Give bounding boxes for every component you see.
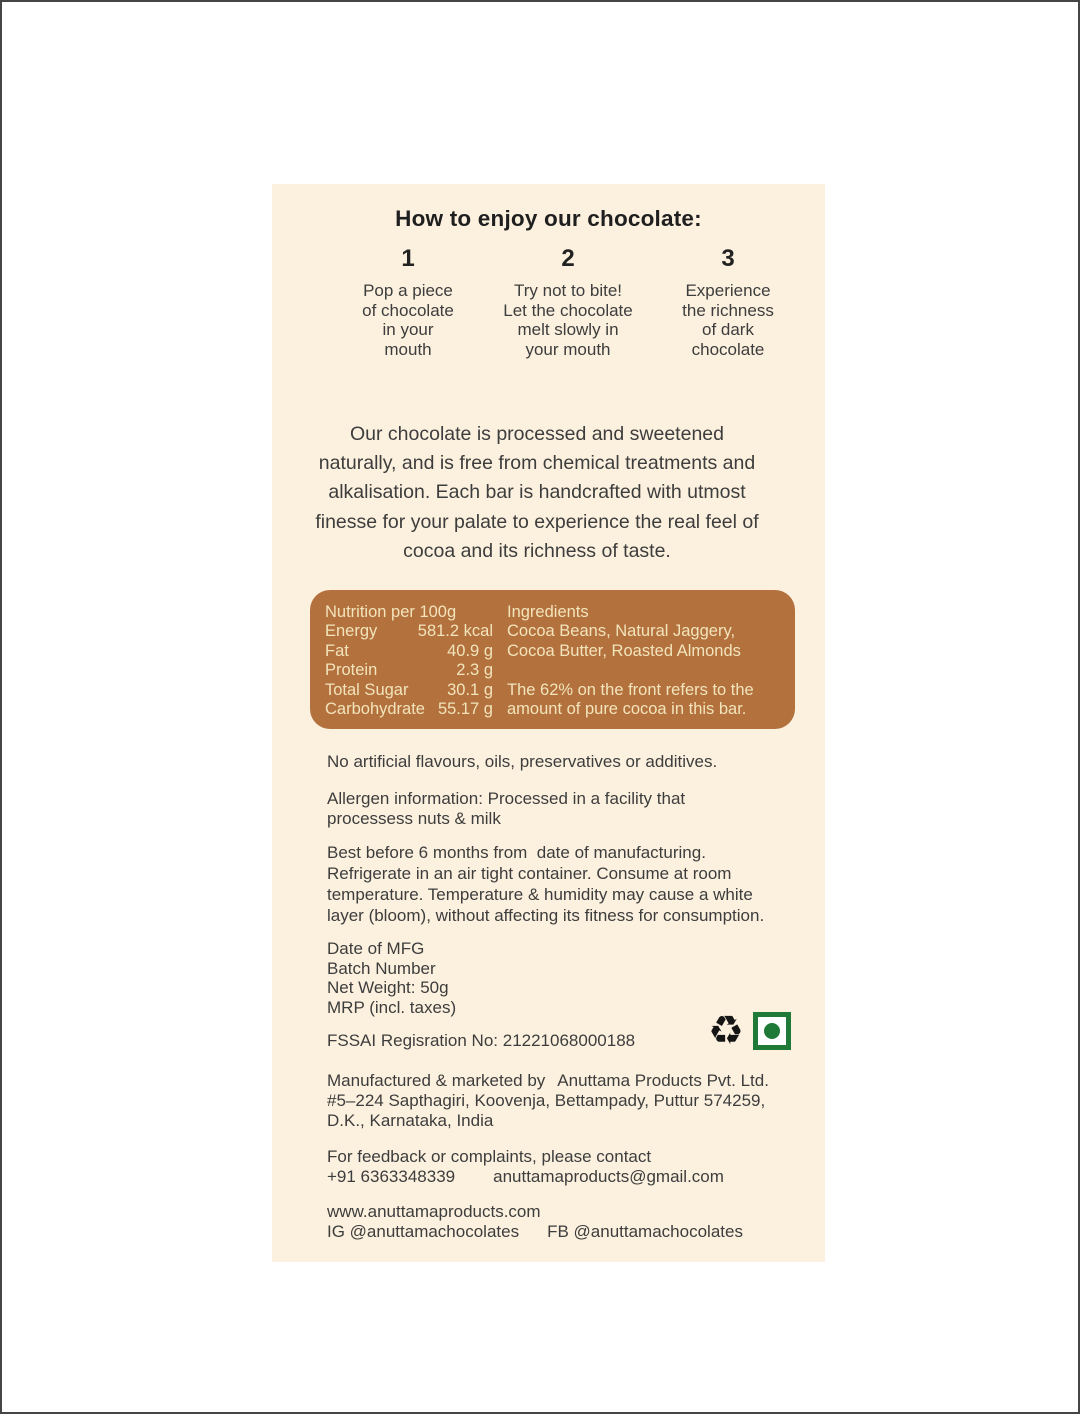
step-2	[488, 245, 648, 359]
step-3	[648, 245, 808, 359]
ingredients-spacer	[507, 661, 775, 680]
social-line	[327, 1222, 743, 1242]
step-3-text: Experience	[685, 281, 771, 300]
feedback-line: For feedback or complaints, please contact	[327, 1147, 652, 1166]
step-2-text: Let the chocolate	[503, 300, 633, 320]
web-and-social	[327, 1202, 743, 1242]
storage-line: temperature. Temperature & humidity may cause a white	[327, 885, 753, 904]
step-1	[328, 245, 488, 359]
nutrition-title: Nutrition per 100g	[325, 603, 457, 621]
intro-line: finesse for your palate to experience the real feel of	[315, 510, 759, 533]
step-1-number: 1	[401, 245, 415, 272]
nutrition-panel-columns	[325, 603, 775, 719]
step-1-text: in your	[382, 320, 434, 339]
ingredients-line: Cocoa Beans, Natural Jaggery,	[507, 622, 736, 641]
instagram-handle: IG @anuttamachocolates	[327, 1222, 520, 1241]
note-line: No artificial flavours, oils, preservatives or additives.	[327, 752, 718, 771]
storage-line: Best before 6 months from date of manufacturing.	[327, 843, 706, 862]
field-mrp: MRP (incl. taxes)	[327, 997, 457, 1017]
intro-paragraph	[272, 420, 802, 566]
nutrition-row	[325, 622, 493, 641]
nutrition-label: Protein	[325, 661, 378, 680]
step-2-text: Try not to bite!	[513, 281, 623, 300]
field-net-weight: Net Weight: 50g	[327, 978, 449, 997]
nutrition-value: 30.1 g	[447, 680, 493, 699]
storage-line: Refrigerate in an air tight container. Consume at room	[327, 864, 732, 883]
cocoa-note-line: amount of pure cocoa in this bar.	[507, 700, 747, 719]
allergen-info	[327, 789, 685, 829]
nutrition-row	[325, 642, 493, 661]
how-to-steps	[328, 245, 808, 359]
veg-mark-dot	[764, 1023, 780, 1039]
ingredients-line: Cocoa Butter, Roasted Almonds	[507, 641, 741, 660]
product-fields	[327, 939, 456, 1017]
feedback-contact	[327, 1147, 724, 1187]
manufacturer-info	[327, 1071, 769, 1131]
nutrition-label: Total Sugar	[325, 680, 409, 699]
step-3-text: chocolate	[691, 339, 765, 359]
manufacturer-label: Manufactured & marketed by	[327, 1071, 546, 1090]
website-url: www.anuttamaproducts.com	[327, 1202, 541, 1221]
intro-line: Our chocolate is processed and sweetened	[350, 423, 724, 445]
storage-line: layer (bloom), without affecting its fitness for consumption.	[327, 906, 765, 925]
storage-instructions	[327, 842, 764, 926]
step-2-number: 2	[561, 245, 575, 272]
intro-line: naturally, and is free from chemical treatments and	[318, 452, 756, 475]
facebook-handle: FB @anuttamachocolates	[547, 1222, 743, 1241]
veg-mark-icon	[753, 1012, 791, 1050]
manufacturer-address: D.K., Karnataka, India	[327, 1111, 494, 1130]
manufacturer-address: #5–224 Sapthagiri, Koovenja, Bettampady, Puttur 574259,	[327, 1091, 766, 1110]
nutrition-label: Energy	[325, 622, 378, 641]
ingredients-column	[507, 603, 775, 719]
step-1-text: Pop a piece	[363, 281, 453, 300]
manufacturer-company: Anuttama Products Pvt. Ltd.	[557, 1071, 769, 1090]
nutrition-row	[325, 661, 493, 680]
email-address: anuttamaproducts@gmail.com	[493, 1167, 724, 1186]
ingredients-title: Ingredients	[507, 603, 589, 621]
nutrition-panel	[310, 590, 795, 729]
nutrition-row	[325, 681, 493, 700]
nutrition-value: 55.17 g	[437, 700, 493, 719]
step-2-text: your mouth	[525, 339, 611, 359]
fssai-line: FSSAI Regisration No: 21221068000188	[327, 1031, 636, 1050]
fssai-registration	[327, 1031, 635, 1051]
field-batch-number: Batch Number	[327, 958, 436, 978]
recycle-icon: ♻	[708, 1009, 744, 1053]
step-3-text: the richness	[682, 300, 774, 320]
no-artificial-note	[327, 752, 717, 772]
allergen-line: Allergen information: Processed in a facility that	[327, 789, 686, 808]
certification-icons	[708, 1011, 791, 1051]
nutrition-label: Carbohydrate	[325, 700, 425, 719]
phone-number: +91 6363348339	[327, 1167, 456, 1186]
manufacturer-line	[327, 1071, 769, 1091]
nutrition-label: Fat	[325, 641, 349, 660]
nutrition-value: 40.9 g	[447, 641, 493, 660]
step-3-text: of dark	[702, 320, 754, 339]
allergen-line: processess nuts & milk	[327, 809, 501, 828]
how-to-title: How to enjoy our chocolate:	[395, 206, 702, 231]
step-3-number: 3	[721, 245, 735, 272]
step-2-text: melt slowly in	[517, 320, 619, 339]
nutrition-value: 2.3 g	[456, 661, 493, 680]
nutrition-column	[325, 603, 493, 719]
nutrition-row	[325, 700, 493, 719]
intro-line: alkalisation. Each bar is handcrafted with utmost	[328, 481, 746, 504]
intro-line: cocoa and its richness of taste.	[403, 539, 671, 562]
contact-line	[327, 1167, 724, 1187]
field-date-of-mfg: Date of MFG	[327, 939, 425, 958]
step-1-text: of chocolate	[362, 300, 454, 320]
cocoa-note-line: The 62% on the front refers to the	[507, 680, 754, 699]
step-1-text: mouth	[384, 339, 432, 359]
label-card	[272, 184, 825, 1262]
nutrition-value: 581.2 kcal	[417, 622, 493, 641]
